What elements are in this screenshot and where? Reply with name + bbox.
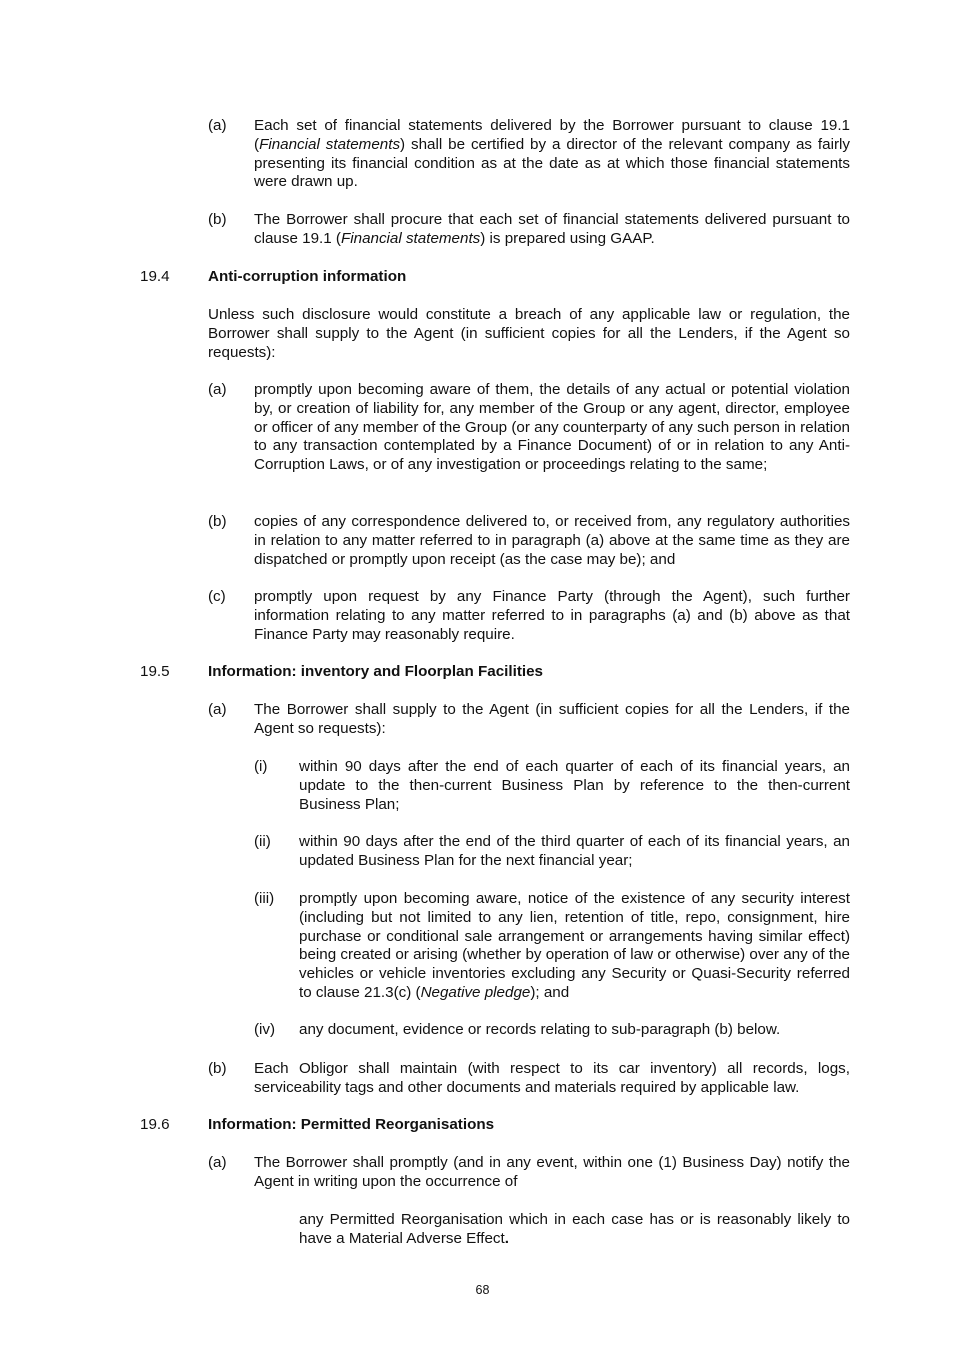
- page-number: 68: [475, 1283, 490, 1297]
- paragraph-supply-to-agent: The Borrower shall supply to the Agent (in sufficient copies for all the Lenders, if the Agent so requests):: [254, 701, 850, 737]
- paragraph-notify-agent: The Borrower shall promptly (and in any event, within one (1) Business Day) notify the Agent in writing upon the occurrence of: [254, 1154, 850, 1190]
- section-number: 19.5: [140, 663, 170, 680]
- para-label: (a): [208, 1154, 227, 1171]
- subpara-label: (ii): [254, 833, 271, 850]
- subpara-label: (iii): [254, 890, 275, 907]
- subparagraph-records: any document, evidence or records relating to sub-paragraph (b) below.: [299, 1021, 781, 1038]
- clause-reference: Financial statements: [340, 229, 481, 247]
- paragraph-anti-corruption-details: promptly upon becoming aware of them, the details of any actual or potential violation by, or creation of liability for, any member of the Group or any agent, director, employee or officer of any member of the Group (or any counterparty of any such person in relation to any transaction contemplated by a Finance Document) of or in relation to any Anti-Corruption Laws, or of any investigation or proceedings relating to the same;: [254, 381, 850, 474]
- para-label: (a): [208, 381, 227, 398]
- para-label: (b): [208, 211, 227, 228]
- para-label: (c): [208, 588, 226, 605]
- subparagraph-security-interest: promptly upon becoming aware, notice of the existence of any security interest (including but not limited to any lien, retention of title, repo, consignment, hire purchase or conditional sale arrangement or arrangements having similar effect) being created or arising (whether by operation of law or otherwise) over any of the vehicles or vehicle inventories excluding any Security or Quasi-Security referred to clause 21.3(c) (Negative pledge); and: [299, 890, 850, 1001]
- paragraph-gaap: The Borrower shall procure that each set of financial statements delivered pursuant to clause 19.1 (Financial statements) is prepared using GAAP.: [254, 211, 850, 247]
- section-intro: Unless such disclosure would constitute a breach of any applicable law or regulation, the Borrower shall supply to the Agent (in sufficient copies for all the Lenders, if the Agent so requests):: [208, 306, 850, 361]
- paragraph-permitted-reorganisation: any Permitted Reorganisation which in each case has or is reasonably likely to have a Material Adverse Effect.: [299, 1211, 850, 1247]
- subpara-label: (iv): [254, 1021, 276, 1038]
- section-heading: Information: Permitted Reorganisations: [208, 1116, 495, 1133]
- clause-reference: Financial statements: [259, 135, 401, 153]
- subpara-label: (i): [254, 758, 268, 775]
- para-label: (a): [208, 117, 227, 134]
- paragraph-financial-statements-certified: Each set of financial statements delivered by the Borrower pursuant to clause 19.1 (Financial statements) shall be certified by a director of the relevant company as fairly presenting its financial condition as at the date as at which those financial statements were drawn up.: [254, 117, 850, 191]
- para-label: (b): [208, 1060, 227, 1077]
- para-label: (a): [208, 701, 227, 718]
- subparagraph-updated-business-plan: within 90 days after the end of the third quarter of each of its financial years, an updated Business Plan for the next financial year;: [299, 833, 850, 869]
- section-number: 19.6: [140, 1116, 170, 1133]
- clause-reference: Negative pledge: [420, 983, 531, 1001]
- section-heading: Information: inventory and Floorplan Facilities: [208, 663, 544, 680]
- section-number: 19.4: [140, 268, 170, 285]
- paragraph-further-information: promptly upon request by any Finance Party (through the Agent), such further information relating to any matter referred to in paragraphs (a) and (b) above as that Finance Party may reasonably require.: [254, 588, 850, 643]
- subparagraph-business-plan-update: within 90 days after the end of each quarter of each of its financial years, an update to the then-current Business Plan by reference to the then-current Business Plan;: [299, 758, 850, 813]
- paragraph-correspondence: copies of any correspondence delivered to, or received from, any regulatory authorities in relation to any matter referred to in paragraph (a) above at the same time as they are dispatched or promptly upon receipt (as the case may be); and: [254, 513, 850, 568]
- section-heading: Anti-corruption information: [208, 268, 407, 285]
- paragraph-obligor-records: Each Obligor shall maintain (with respect to its car inventory) all records, logs, serviceability tags and other documents and materials required by applicable law.: [254, 1060, 850, 1096]
- para-label: (b): [208, 513, 227, 530]
